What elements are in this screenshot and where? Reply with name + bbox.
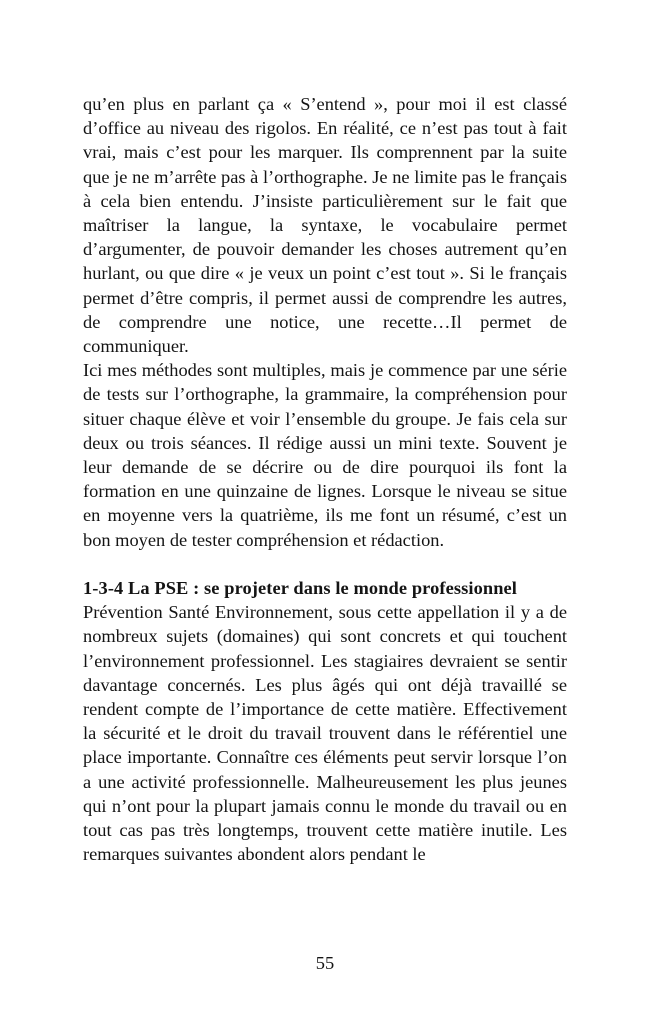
page-body [83,92,567,866]
section-paragraph: Prévention Santé Environnement, sous cette appellation il y a de nombreux sujets (domaines) qui sont concrets et qui touchent l’environnement professionnel. Les stagiaires devraient se sentir davantage concernés. Les plus âgés qui ont déjà travaillé se rendent compte de l’importance de cette matière. Effectivement la sécurité et le droit du travail trouvent dans le référentiel une place importante. Connaître ces éléments peut servir lorsque l’on a une activité professionnelle. Malheureusement les plus jeunes qui n’ont pour la plupart jamais connu le monde du travail ou en tout cas pas très longtemps, trouvent cette matière inutile. Les remarques suivantes abondent alors pendant le [83,602,567,865]
body-paragraph: qu’en plus en parlant ça « S’entend », pour moi il est classé d’office au niveau des rigolos. En réalité, ce n’est pas tout à fait vrai, mais c’est pour les marquer. Ils comprennent par la suite que je ne m’arrête pas à l’orthographe. Je ne limite pas le français à cela bien entendu. J’insiste particulièrement sur le fait que maîtriser la langue, la syntaxe, le vocabulaire permet d’argumenter, de pouvoir demander les choses autrement qu’en hurlant, ou que dire « je veux un point c’est tout ». Si le français permet d’être compris, il permet aussi de comprendre les autres, de comprendre une notice, une recette…Il permet de communiquer. [83,94,567,357]
body-paragraph: Ici mes méthodes sont multiples, mais je commence par une série de tests sur l’orthographe, la grammaire, la compréhension pour situer chaque élève et voir l’ensemble du groupe. Je fais cela sur deux ou trois séances. Il rédige aussi un mini texte. Souvent je leur demande de se décrire ou de dire pourquoi ils font la formation en une quinzaine de lignes. Lorsque le niveau se situe en moyenne vers la quatrième, ils me font un résumé, c’est un bon moyen de tester compréhension et rédaction. [83,360,567,550]
section-heading: 1-3-4 La PSE : se projeter dans le monde professionnel [83,578,518,599]
page-number: 55 [315,953,335,973]
